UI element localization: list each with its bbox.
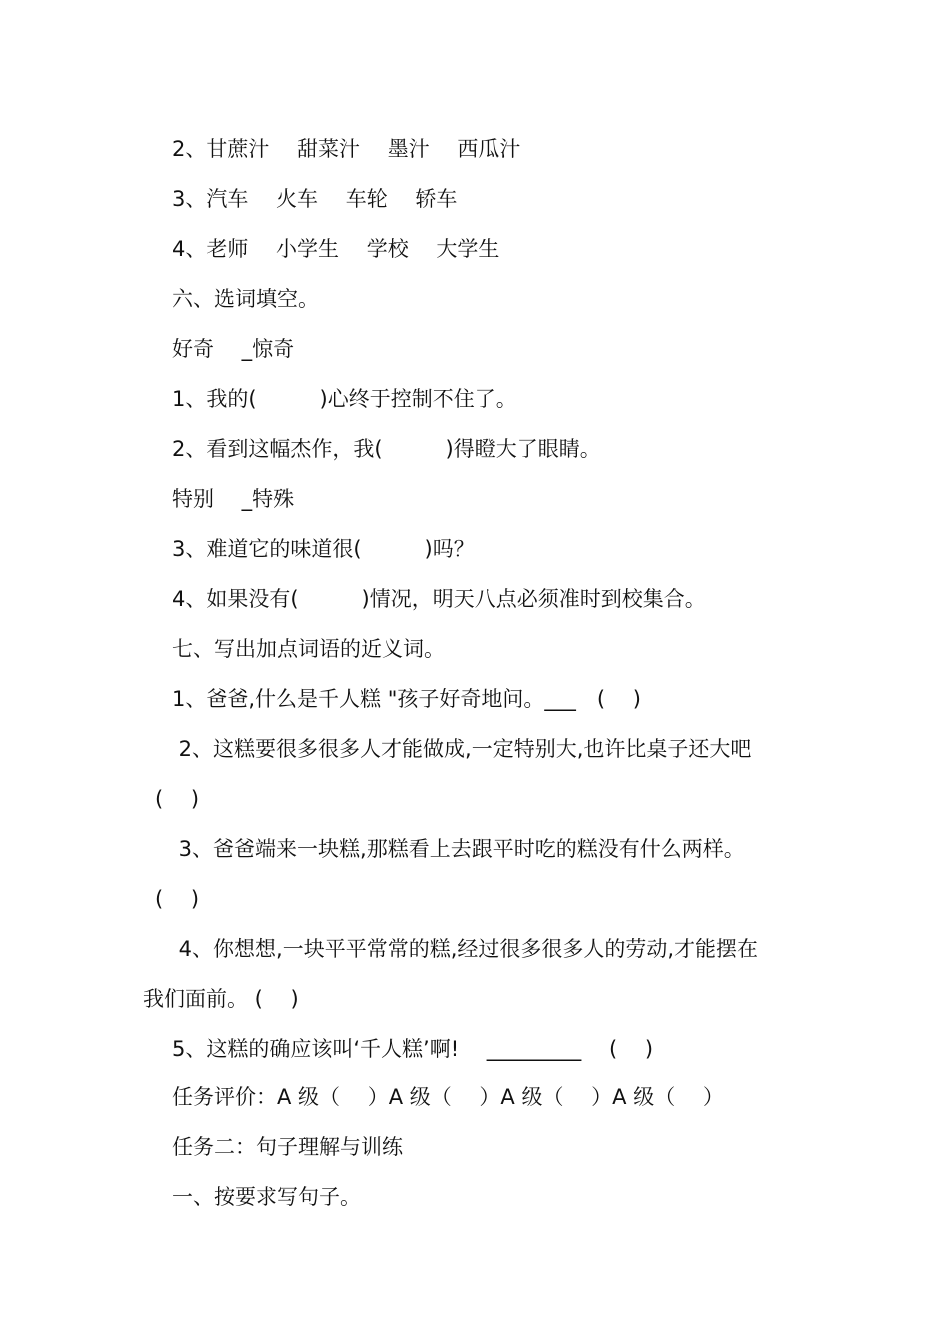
word-choice-2: 特别 _特殊 xyxy=(172,487,295,511)
line-17: 4、你想想,一块平平常常的糕,经过很多很多人的劳动,才能摆在 xyxy=(172,937,759,961)
line-13: 2、这糕要很多很多人才能做成,一定特别大,也许比桌子还大吧 xyxy=(172,737,752,761)
section-heading-1: 一、按要求写句子。 xyxy=(172,1185,361,1209)
task-evaluation: 任务评价：A 级（ ）A 级（ ）A 级（ ）A 级（ ） xyxy=(172,1085,724,1109)
line-15: 3、爸爸端来一块糕,那糕看上去跟平时吃的糕没有什么两样。 xyxy=(172,837,745,861)
line-2: 3、汽车 火车 车轮 轿车 xyxy=(172,187,458,211)
line-10: 4、如果没有( )情况，明天八点必须准时到校集合。 xyxy=(172,587,706,611)
line-3: 4、老师 小学生 学校 大学生 xyxy=(172,237,500,261)
line-18: 我们面前。 ( ) xyxy=(143,987,299,1011)
task-two-heading: 任务二：句子理解与训练 xyxy=(172,1135,403,1159)
word-choice-1: 好奇 _惊奇 xyxy=(172,337,295,361)
line-12: 1、爸爸,什么是千人糕 "孩子好奇地问。___ ( ) xyxy=(172,687,641,711)
section-heading-6: 六、选词填空。 xyxy=(172,287,319,311)
line-6: 1、我的( )心终于控制不住了。 xyxy=(172,387,517,411)
line-9: 3、难道它的味道很( )吗？ xyxy=(172,537,475,561)
line-16: ( ) xyxy=(155,887,200,911)
section-heading-7: 七、写出加点词语的近义词。 xyxy=(172,637,445,661)
line-19: 5、这糕的确应该叫‘千人糕’啊! _________ ( ) xyxy=(172,1037,654,1061)
line-7: 2、看到这幅杰作，我( )得瞪大了眼睛。 xyxy=(172,437,601,461)
line-1: 2、甘蔗汁 甜菜汁 墨汁 西瓜汁 xyxy=(172,137,521,161)
line-14: ( ) xyxy=(155,787,200,811)
